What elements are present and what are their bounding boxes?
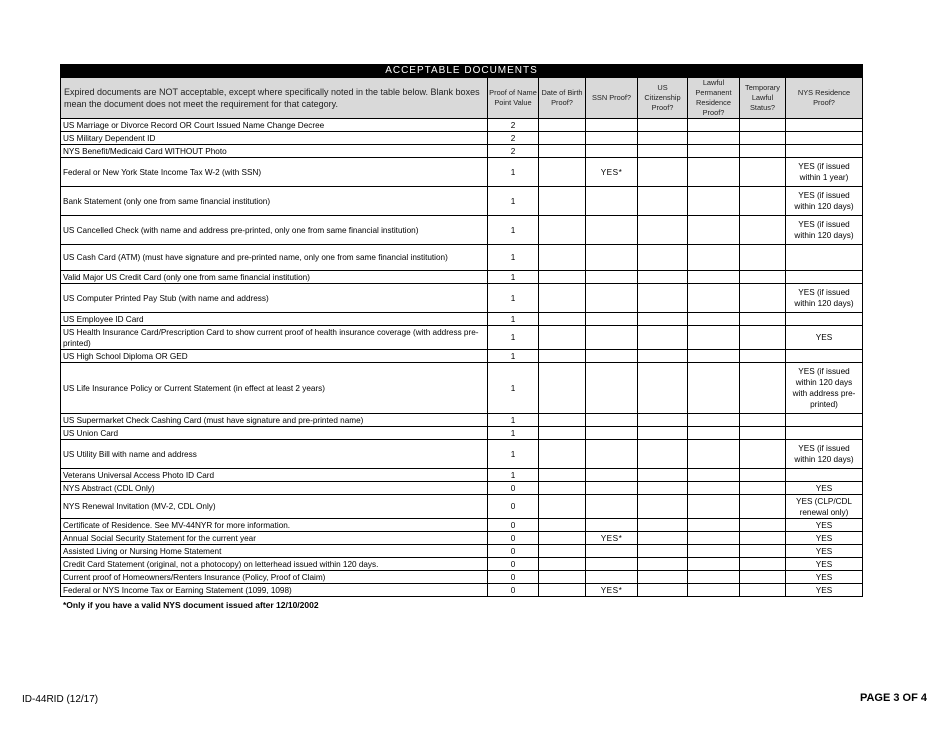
header-dob-proof: Date of Birth Proof?	[539, 78, 586, 119]
permanent-residence-cell	[688, 132, 740, 145]
permanent-residence-cell	[688, 584, 740, 597]
citizenship-proof-cell	[638, 427, 688, 440]
ssn-proof-cell	[586, 216, 638, 245]
name-point-value: 1	[488, 440, 539, 469]
table-row	[61, 350, 863, 363]
table-row	[61, 532, 863, 545]
header-citizenship-proof: US Citizenship Proof?	[638, 78, 688, 119]
citizenship-proof-cell	[638, 558, 688, 571]
dob-proof-cell	[539, 584, 586, 597]
temporary-status-cell	[740, 119, 786, 132]
permanent-residence-cell	[688, 482, 740, 495]
temporary-status-cell	[740, 313, 786, 326]
ssn-proof-cell	[586, 495, 638, 519]
name-point-value: 1	[488, 363, 539, 414]
citizenship-proof-cell	[638, 145, 688, 158]
document-name: Federal or New York State Income Tax W-2 (with SSN)	[61, 158, 488, 187]
document-name: Certificate of Residence. See MV-44NYR for more information.	[61, 519, 488, 532]
table-row	[61, 469, 863, 482]
ssn-proof-cell	[586, 558, 638, 571]
citizenship-proof-cell	[638, 584, 688, 597]
document-name: Veterans Universal Access Photo ID Card	[61, 469, 488, 482]
permanent-residence-cell	[688, 326, 740, 350]
permanent-residence-cell	[688, 271, 740, 284]
name-point-value: 1	[488, 350, 539, 363]
ssn-proof-cell	[586, 427, 638, 440]
name-point-value: 1	[488, 216, 539, 245]
nys-residence-cell	[786, 132, 863, 145]
temporary-status-cell	[740, 482, 786, 495]
permanent-residence-cell	[688, 414, 740, 427]
document-name: US Cash Card (ATM) (must have signature and pre-printed name, only one from same financial institution)	[61, 245, 488, 271]
citizenship-proof-cell	[638, 363, 688, 414]
citizenship-proof-cell	[638, 284, 688, 313]
temporary-status-cell	[740, 245, 786, 271]
ssn-proof-cell: YES*	[586, 584, 638, 597]
nys-residence-cell: YES	[786, 326, 863, 350]
dob-proof-cell	[539, 271, 586, 284]
temporary-status-cell	[740, 519, 786, 532]
nys-residence-cell	[786, 271, 863, 284]
citizenship-proof-cell	[638, 545, 688, 558]
table-row	[61, 427, 863, 440]
name-point-value: 0	[488, 532, 539, 545]
document-name: Annual Social Security Statement for the current year	[61, 532, 488, 545]
dob-proof-cell	[539, 350, 586, 363]
ssn-proof-cell	[586, 119, 638, 132]
permanent-residence-cell	[688, 519, 740, 532]
name-point-value: 1	[488, 326, 539, 350]
permanent-residence-cell	[688, 313, 740, 326]
ssn-proof-cell	[586, 440, 638, 469]
ssn-proof-cell	[586, 519, 638, 532]
header-temporary-status: Temporary Lawful Status?	[740, 78, 786, 119]
dob-proof-cell	[539, 245, 586, 271]
citizenship-proof-cell	[638, 271, 688, 284]
table-title: ACCEPTABLE DOCUMENTS	[61, 65, 863, 78]
citizenship-proof-cell	[638, 532, 688, 545]
dob-proof-cell	[539, 158, 586, 187]
name-point-value: 2	[488, 119, 539, 132]
table-row	[61, 414, 863, 427]
document-name: US Utility Bill with name and address	[61, 440, 488, 469]
table-row	[61, 284, 863, 313]
document-name: US Cancelled Check (with name and address pre-printed, only one from same financial institution)	[61, 216, 488, 245]
nys-residence-cell	[786, 350, 863, 363]
table-row	[61, 132, 863, 145]
document-name: US Health Insurance Card/Prescription Card to show current proof of health insurance coverage (with address pre-printed)	[61, 326, 488, 350]
citizenship-proof-cell	[638, 482, 688, 495]
temporary-status-cell	[740, 558, 786, 571]
name-point-value: 1	[488, 271, 539, 284]
table-row	[61, 584, 863, 597]
temporary-status-cell	[740, 326, 786, 350]
ssn-proof-cell	[586, 271, 638, 284]
name-point-value: 2	[488, 145, 539, 158]
ssn-proof-cell	[586, 313, 638, 326]
table-row	[61, 482, 863, 495]
table-intro: Expired documents are NOT acceptable, except where specifically noted in the table below. Blank boxes mean the document does not meet the requirement for that category.	[61, 78, 488, 119]
temporary-status-cell	[740, 132, 786, 145]
document-name: Valid Major US Credit Card (only one from same financial institution)	[61, 271, 488, 284]
ssn-proof-cell	[586, 482, 638, 495]
ssn-proof-cell	[586, 350, 638, 363]
citizenship-proof-cell	[638, 187, 688, 216]
temporary-status-cell	[740, 350, 786, 363]
form-id: ID-44RID (12/17)	[22, 694, 99, 705]
dob-proof-cell	[539, 326, 586, 350]
table-row	[61, 145, 863, 158]
nys-residence-cell	[786, 313, 863, 326]
name-point-value: 1	[488, 313, 539, 326]
temporary-status-cell	[740, 363, 786, 414]
temporary-status-cell	[740, 284, 786, 313]
document-name: Federal or NYS Income Tax or Earning Statement (1099, 1098)	[61, 584, 488, 597]
nys-residence-cell	[786, 119, 863, 132]
header-ssn-proof: SSN Proof?	[586, 78, 638, 119]
dob-proof-cell	[539, 482, 586, 495]
citizenship-proof-cell	[638, 414, 688, 427]
document-name: US Supermarket Check Cashing Card (must have signature and pre-printed name)	[61, 414, 488, 427]
document-name: Assisted Living or Nursing Home Statement	[61, 545, 488, 558]
name-point-value: 1	[488, 469, 539, 482]
temporary-status-cell	[740, 571, 786, 584]
nys-residence-cell: YES	[786, 519, 863, 532]
nys-residence-cell	[786, 469, 863, 482]
citizenship-proof-cell	[638, 216, 688, 245]
permanent-residence-cell	[688, 545, 740, 558]
permanent-residence-cell	[688, 427, 740, 440]
nys-residence-cell: YES (if issued within 120 days)	[786, 216, 863, 245]
ssn-proof-cell	[586, 545, 638, 558]
citizenship-proof-cell	[638, 440, 688, 469]
nys-residence-cell: YES	[786, 532, 863, 545]
permanent-residence-cell	[688, 469, 740, 482]
dob-proof-cell	[539, 427, 586, 440]
citizenship-proof-cell	[638, 119, 688, 132]
name-point-value: 1	[488, 427, 539, 440]
ssn-proof-cell	[586, 363, 638, 414]
permanent-residence-cell	[688, 245, 740, 271]
dob-proof-cell	[539, 440, 586, 469]
document-name: US Computer Printed Pay Stub (with name and address)	[61, 284, 488, 313]
temporary-status-cell	[740, 216, 786, 245]
temporary-status-cell	[740, 145, 786, 158]
dob-proof-cell	[539, 187, 586, 216]
permanent-residence-cell	[688, 532, 740, 545]
permanent-residence-cell	[688, 495, 740, 519]
document-name: US Union Card	[61, 427, 488, 440]
name-point-value: 1	[488, 284, 539, 313]
citizenship-proof-cell	[638, 495, 688, 519]
document-name: US Employee ID Card	[61, 313, 488, 326]
table-row	[61, 326, 863, 350]
ssn-proof-cell: YES*	[586, 532, 638, 545]
nys-residence-cell: YES	[786, 545, 863, 558]
nys-residence-cell: YES	[786, 571, 863, 584]
nys-residence-cell	[786, 245, 863, 271]
dob-proof-cell	[539, 495, 586, 519]
permanent-residence-cell	[688, 440, 740, 469]
citizenship-proof-cell	[638, 326, 688, 350]
table-row	[61, 158, 863, 187]
nys-residence-cell: YES	[786, 584, 863, 597]
table-row	[61, 440, 863, 469]
document-name: US Marriage or Divorce Record OR Court Issued Name Change Decree	[61, 119, 488, 132]
name-point-value: 1	[488, 245, 539, 271]
permanent-residence-cell	[688, 363, 740, 414]
name-point-value: 1	[488, 187, 539, 216]
ssn-proof-cell	[586, 326, 638, 350]
dob-proof-cell	[539, 545, 586, 558]
name-point-value: 0	[488, 545, 539, 558]
citizenship-proof-cell	[638, 469, 688, 482]
document-name: NYS Renewal Invitation (MV-2, CDL Only)	[61, 495, 488, 519]
document-name: US Life Insurance Policy or Current Statement (in effect at least 2 years)	[61, 363, 488, 414]
table-row	[61, 271, 863, 284]
nys-residence-cell: YES (if issued within 120 days)	[786, 187, 863, 216]
dob-proof-cell	[539, 532, 586, 545]
name-point-value: 0	[488, 558, 539, 571]
dob-proof-cell	[539, 363, 586, 414]
citizenship-proof-cell	[638, 571, 688, 584]
table-row	[61, 495, 863, 519]
permanent-residence-cell	[688, 571, 740, 584]
ssn-proof-cell	[586, 145, 638, 158]
ssn-proof-cell	[586, 187, 638, 216]
document-name: Bank Statement (only one from same financial institution)	[61, 187, 488, 216]
table-row	[61, 571, 863, 584]
name-point-value: 1	[488, 158, 539, 187]
dob-proof-cell	[539, 414, 586, 427]
dob-proof-cell	[539, 216, 586, 245]
ssn-proof-cell	[586, 571, 638, 584]
name-point-value: 0	[488, 482, 539, 495]
dob-proof-cell	[539, 519, 586, 532]
ssn-proof-cell	[586, 414, 638, 427]
document-name: US Military Dependent ID	[61, 132, 488, 145]
document-rows	[61, 119, 863, 597]
citizenship-proof-cell	[638, 519, 688, 532]
dob-proof-cell	[539, 145, 586, 158]
temporary-status-cell	[740, 495, 786, 519]
nys-residence-cell: YES (CLP/CDL renewal only)	[786, 495, 863, 519]
document-name: NYS Benefit/Medicaid Card WITHOUT Photo	[61, 145, 488, 158]
name-point-value: 0	[488, 495, 539, 519]
acceptable-documents-table	[60, 64, 863, 597]
permanent-residence-cell	[688, 350, 740, 363]
temporary-status-cell	[740, 469, 786, 482]
permanent-residence-cell	[688, 284, 740, 313]
citizenship-proof-cell	[638, 245, 688, 271]
temporary-status-cell	[740, 187, 786, 216]
nys-residence-cell: YES	[786, 558, 863, 571]
temporary-status-cell	[740, 532, 786, 545]
temporary-status-cell	[740, 440, 786, 469]
dob-proof-cell	[539, 132, 586, 145]
name-point-value: 1	[488, 414, 539, 427]
dob-proof-cell	[539, 558, 586, 571]
dob-proof-cell	[539, 284, 586, 313]
dob-proof-cell	[539, 119, 586, 132]
page-number: PAGE 3 OF 4	[859, 692, 927, 704]
citizenship-proof-cell	[638, 158, 688, 187]
permanent-residence-cell	[688, 145, 740, 158]
nys-residence-cell	[786, 427, 863, 440]
dob-proof-cell	[539, 469, 586, 482]
nys-residence-cell: YES (if issued within 120 days)	[786, 440, 863, 469]
table-row	[61, 187, 863, 216]
name-point-value: 2	[488, 132, 539, 145]
temporary-status-cell	[740, 271, 786, 284]
table-row	[61, 313, 863, 326]
name-point-value: 0	[488, 584, 539, 597]
temporary-status-cell	[740, 414, 786, 427]
header-name-points: Proof of Name Point Value	[488, 78, 539, 119]
permanent-residence-cell	[688, 216, 740, 245]
name-point-value: 0	[488, 519, 539, 532]
ssn-proof-cell	[586, 469, 638, 482]
ssn-proof-cell	[586, 132, 638, 145]
document-name: Credit Card Statement (original, not a photocopy) on letterhead issued within 120 days.	[61, 558, 488, 571]
footnote: *Only if you have a valid NYS document issued after 12/10/2002	[63, 600, 319, 610]
permanent-residence-cell	[688, 558, 740, 571]
permanent-residence-cell	[688, 187, 740, 216]
nys-residence-cell: YES (if issued within 120 days with address pre-printed)	[786, 363, 863, 414]
citizenship-proof-cell	[638, 350, 688, 363]
nys-residence-cell: YES	[786, 482, 863, 495]
table-row	[61, 519, 863, 532]
ssn-proof-cell: YES*	[586, 158, 638, 187]
document-name: NYS Abstract (CDL Only)	[61, 482, 488, 495]
temporary-status-cell	[740, 427, 786, 440]
table-row	[61, 245, 863, 271]
header-nys-residence-proof: NYS Residence Proof?	[786, 78, 863, 119]
header-permanent-residence-proof: Lawful Permanent Residence Proof?	[688, 78, 740, 119]
table-row	[61, 545, 863, 558]
dob-proof-cell	[539, 313, 586, 326]
temporary-status-cell	[740, 584, 786, 597]
temporary-status-cell	[740, 545, 786, 558]
dob-proof-cell	[539, 571, 586, 584]
table-row	[61, 119, 863, 132]
citizenship-proof-cell	[638, 132, 688, 145]
table-row	[61, 558, 863, 571]
document-name: Current proof of Homeowners/Renters Insurance (Policy, Proof of Claim)	[61, 571, 488, 584]
nys-residence-cell	[786, 145, 863, 158]
nys-residence-cell: YES (if issued within 120 days)	[786, 284, 863, 313]
citizenship-proof-cell	[638, 313, 688, 326]
table-row	[61, 363, 863, 414]
nys-residence-cell	[786, 414, 863, 427]
name-point-value: 0	[488, 571, 539, 584]
permanent-residence-cell	[688, 158, 740, 187]
table-row	[61, 216, 863, 245]
document-name: US High School Diploma OR GED	[61, 350, 488, 363]
nys-residence-cell: YES (if issued within 1 year)	[786, 158, 863, 187]
ssn-proof-cell	[586, 284, 638, 313]
ssn-proof-cell	[586, 245, 638, 271]
temporary-status-cell	[740, 158, 786, 187]
permanent-residence-cell	[688, 119, 740, 132]
